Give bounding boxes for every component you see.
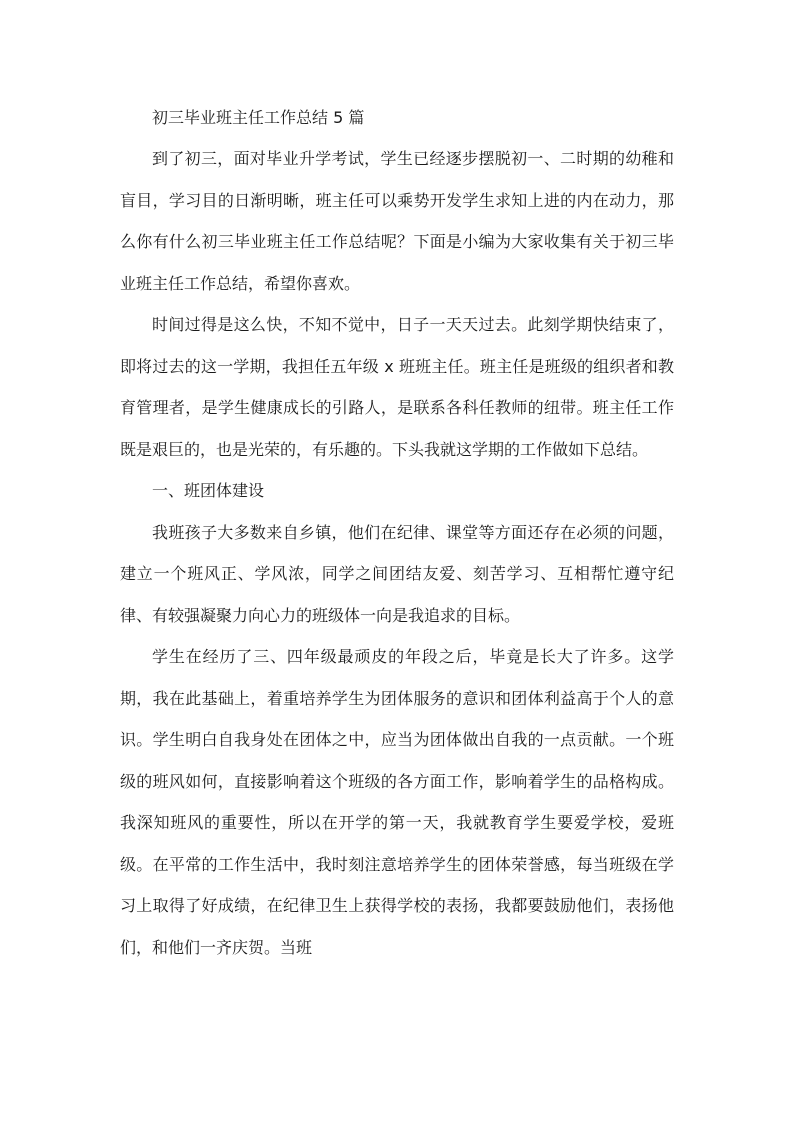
paragraph-class-background: 我班孩子大多数来自乡镇，他们在纪律、课堂等方面还存在必须的问题，建立一个班风正、学风浓，同学之间团结友爱、刻苦学习、互相帮忙遵守纪律、有较强凝聚力向心力的班级体一向是我追求的目标。 xyxy=(120,522,674,625)
document-title: 初三毕业班主任工作总结 5 篇 xyxy=(152,108,365,127)
document-body xyxy=(120,100,674,968)
paragraph-opening: 时间过得是这么快，不知不觉中，日子一天天过去。此刻学期快结束了，即将过去的这一学期，我担任五年级 x 班班主任。班主任是班级的组织者和教育管理者，是学生健康成长的引路人，是联系各科任教师的纽带。班主任工作既是艰巨的，也是光荣的，有乐趣的。下头我就这学期的工作做如下总结。 xyxy=(120,315,674,459)
section-heading-class-building: 一、班团体建设 xyxy=(152,481,265,500)
paragraph-collective-awareness: 学生在经历了三、四年级最顽皮的年段之后，毕竟是长大了许多。这学期，我在此基础上，着重培养学生为团体服务的意识和团体利益高于个人的意识。学生明白自我身处在团体之中，应当为团体做出自我的一点贡献。一个班级的班风如何，直接影响着这个班级的各方面工作，影响着学生的品格构成。我深知班风的重要性，所以在开学的第一天，我就教育学生要爱学校，爱班级。在平常的工作生活中，我时刻注意培养学生的团体荣誉感，每当班级在学习上取得了好成绩，在纪律卫生上获得学校的表扬，我都要鼓励他们，表扬他们，和他们一齐庆贺。当班 xyxy=(120,647,674,957)
paragraph-intro: 到了初三，面对毕业升学考试，学生已经逐步摆脱初一、二时期的幼稚和盲目，学习目的日渐明晰，班主任可以乘势开发学生求知上进的内在动力，那么你有什么初三毕业班主任工作总结呢？下面是小编为大家收集有关于初三毕业班主任工作总结，希望你喜欢。 xyxy=(120,149,674,293)
